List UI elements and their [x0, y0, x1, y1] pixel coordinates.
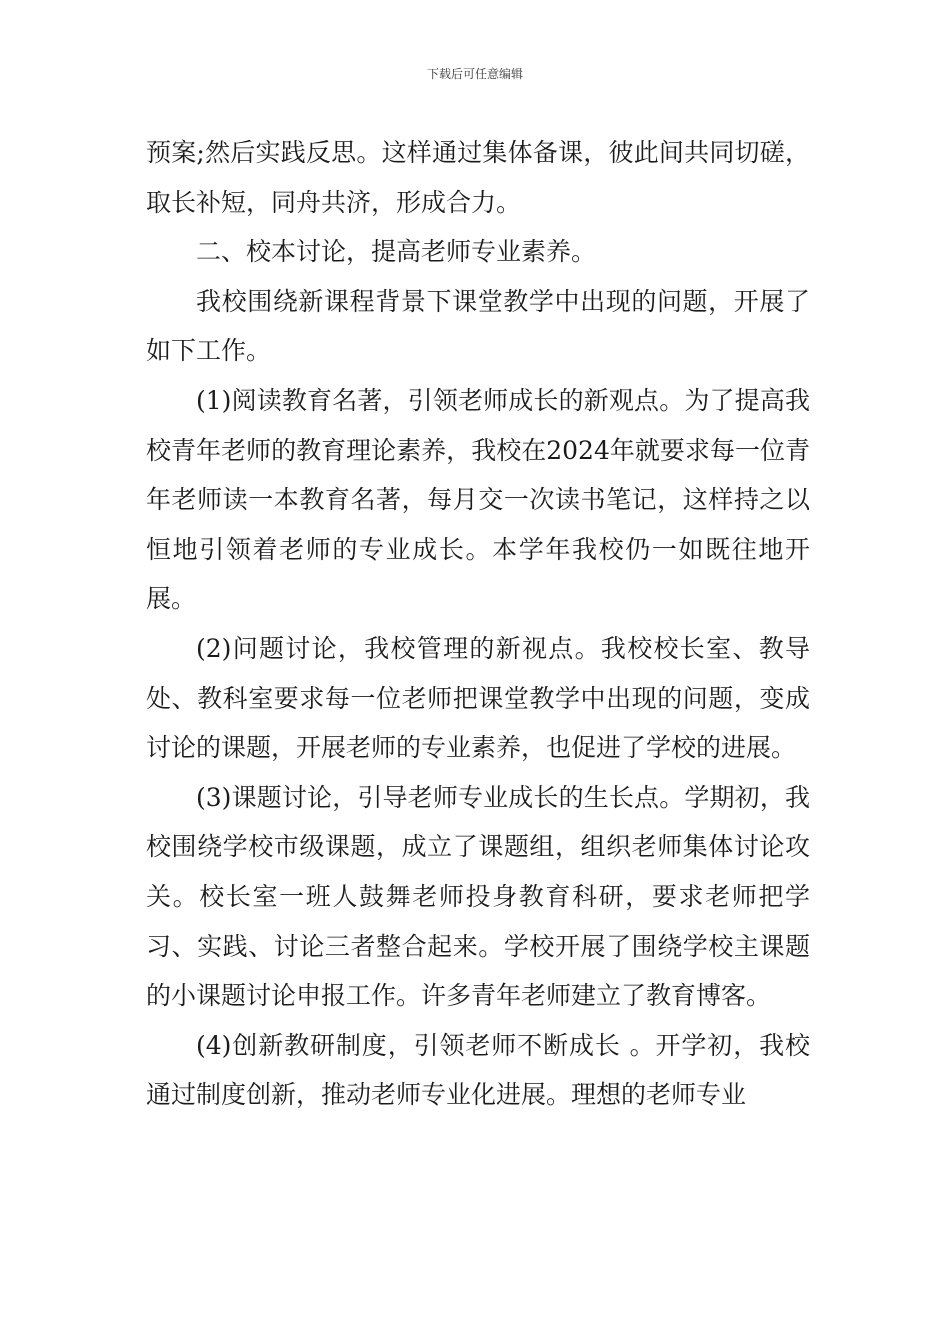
paragraph-item-4: (4)创新教研制度，引领老师不断成长 。开学初，我校通过制度创新，推动老师专业化进展。理想的老师专业 — [146, 1030, 810, 1110]
document-body — [146, 128, 810, 1120]
paragraph-continuation: 预案;然后实践反思。这样通过集体备课，彼此间共同切磋，取长补短，同舟共济，形成合力。 — [146, 138, 810, 217]
page-header-note: 下载后可任意编辑 — [426, 67, 523, 81]
paragraph-item-2: (2)问题讨论，我校管理的新视点。我校校长室、教导处、教科室要求每一位老师把课堂教学中出现的问题，变成讨论的课题，开展老师的专业素养，也促进了学校的进展。 — [146, 633, 810, 763]
section-heading: 二、校本讨论，提高老师专业素养。 — [196, 237, 597, 267]
paragraph-item-3: (3)课题讨论，引导老师专业成长的生长点。学期初，我校围绕学校市级课题，成立了课题组，组织老师集体讨论攻关。校长室一班人鼓舞老师投身教育科研，要求老师把学习、实践、讨论三者整合起来。学校开展了围绕学校主课题的小课题讨论申报工作。许多青年老师建立了教育博客。 — [146, 782, 810, 1011]
paragraph-item-1: (1)阅读教育名著，引领老师成长的新观点。为了提高我校青年老师的教育理论素养，我校在2024年就要求每一位青年老师读一本教育名著，每月交一次读书笔记，这样持之以恒地引领着老师的专业成长。本学年我校仍一如既往地开展。 — [146, 385, 810, 614]
paragraph-intro: 我校围绕新课程背景下课堂教学中出现的问题，开展了如下工作。 — [146, 286, 810, 366]
